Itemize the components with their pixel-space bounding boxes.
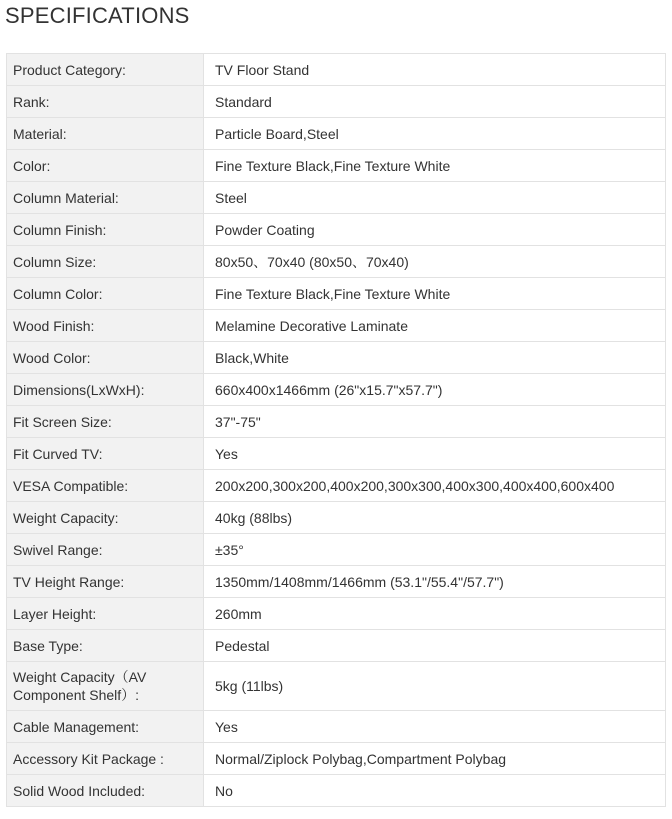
- table-row: [7, 86, 666, 118]
- spec-value: Normal/Ziplock Polybag,Compartment Polybag: [204, 743, 666, 775]
- spec-label: Base Type:: [7, 630, 204, 662]
- table-row: [7, 54, 666, 86]
- table-row: [7, 246, 666, 278]
- spec-value: Fine Texture Black,Fine Texture White: [204, 150, 666, 182]
- table-row: [7, 662, 666, 711]
- spec-label: Rank:: [7, 86, 204, 118]
- table-row: [7, 534, 666, 566]
- spec-label: Layer Height:: [7, 598, 204, 630]
- table-row: [7, 342, 666, 374]
- spec-value: Powder Coating: [204, 214, 666, 246]
- spec-label: Product Category:: [7, 54, 204, 86]
- table-row: [7, 470, 666, 502]
- spec-value: Particle Board,Steel: [204, 118, 666, 150]
- spec-label: Wood Finish:: [7, 310, 204, 342]
- spec-label: Dimensions(LxWxH):: [7, 374, 204, 406]
- table-row: [7, 598, 666, 630]
- table-row: [7, 566, 666, 598]
- spec-label: TV Height Range:: [7, 566, 204, 598]
- table-row: [7, 150, 666, 182]
- table-row: [7, 182, 666, 214]
- table-row: [7, 502, 666, 534]
- spec-value: 37"-75": [204, 406, 666, 438]
- spec-value: 200x200,300x200,400x200,300x300,400x300,400x400,600x400: [204, 470, 666, 502]
- spec-value: Fine Texture Black,Fine Texture White: [204, 278, 666, 310]
- table-row: [7, 118, 666, 150]
- spec-value: Black,White: [204, 342, 666, 374]
- spec-label: Column Material:: [7, 182, 204, 214]
- spec-label: Fit Screen Size:: [7, 406, 204, 438]
- table-row: [7, 438, 666, 470]
- spec-value: 1350mm/1408mm/1466mm (53.1"/55.4"/57.7"): [204, 566, 666, 598]
- spec-label: Column Finish:: [7, 214, 204, 246]
- table-row: [7, 711, 666, 743]
- spec-label: Swivel Range:: [7, 534, 204, 566]
- spec-label: Cable Management:: [7, 711, 204, 743]
- spec-value: Yes: [204, 711, 666, 743]
- spec-label: Fit Curved TV:: [7, 438, 204, 470]
- table-row: [7, 775, 666, 807]
- table-row: [7, 406, 666, 438]
- spec-value: 260mm: [204, 598, 666, 630]
- spec-label: Wood Color:: [7, 342, 204, 374]
- spec-value: 5kg (11lbs): [204, 662, 666, 711]
- spec-value: 80x50、70x40 (80x50、70x40): [204, 246, 666, 278]
- spec-value: 660x400x1466mm (26"x15.7"x57.7"): [204, 374, 666, 406]
- spec-value: No: [204, 775, 666, 807]
- spec-label: Material:: [7, 118, 204, 150]
- spec-label: Column Size:: [7, 246, 204, 278]
- page-title: SPECIFICATIONS: [5, 3, 190, 28]
- table-row: [7, 743, 666, 775]
- spec-value: Standard: [204, 86, 666, 118]
- table-row: [7, 630, 666, 662]
- specifications-table: [6, 53, 666, 807]
- table-row: [7, 374, 666, 406]
- spec-value: ±35°: [204, 534, 666, 566]
- table-row: [7, 278, 666, 310]
- spec-value: Steel: [204, 182, 666, 214]
- table-row: [7, 214, 666, 246]
- spec-value: Yes: [204, 438, 666, 470]
- spec-label: Solid Wood Included:: [7, 775, 204, 807]
- spec-label: Weight Capacity:: [7, 502, 204, 534]
- spec-label: Column Color:: [7, 278, 204, 310]
- spec-label: Color:: [7, 150, 204, 182]
- spec-label: VESA Compatible:: [7, 470, 204, 502]
- spec-value: Pedestal: [204, 630, 666, 662]
- spec-label: Accessory Kit Package :: [7, 743, 204, 775]
- spec-value: Melamine Decorative Laminate: [204, 310, 666, 342]
- table-row: [7, 310, 666, 342]
- spec-value: 40kg (88lbs): [204, 502, 666, 534]
- spec-value: TV Floor Stand: [204, 54, 666, 86]
- spec-label: Weight Capacity（AV Component Shelf）:: [7, 662, 204, 711]
